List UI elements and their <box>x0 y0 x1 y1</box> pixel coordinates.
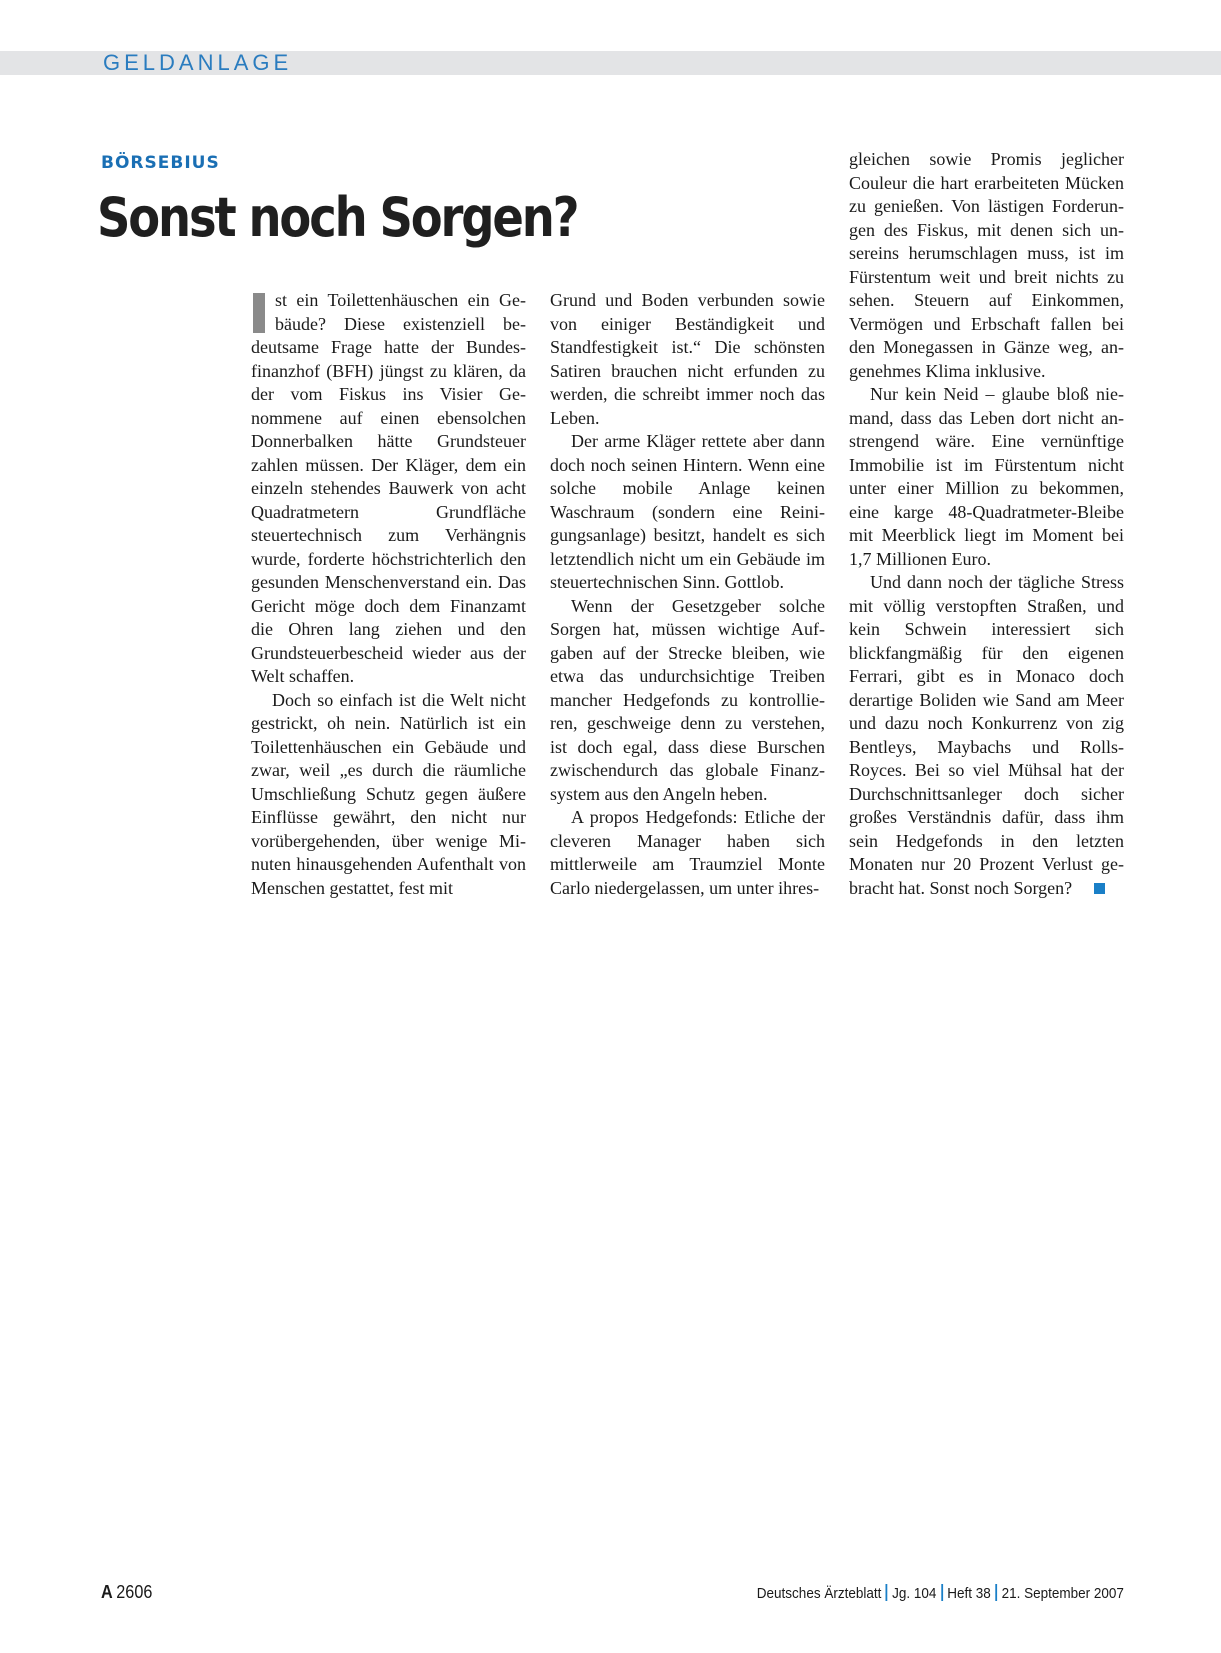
page-number <box>101 1582 152 1603</box>
footer-separator <box>941 1584 943 1601</box>
page-prefix: A <box>101 1582 113 1602</box>
drop-cap-bar <box>253 293 265 333</box>
section-label: GELDANLAGE <box>103 50 293 75</box>
paragraph: Nur kein Neid – glaube bloß niemand, dass das Leben dort nicht anstrengend wäre. Eine vernünftige Immobilie ist im Fürstentum nicht unter einer Million zu bekommen, eine karge 48-Quadratmeter-Bleibe mit Meerblick liegt im Moment bei 1,7 Millionen Euro. <box>849 384 1124 569</box>
article-title: Sonst noch Sorgen? <box>97 186 578 249</box>
paragraph-text: st ein Toilettenhäuschen ein Gebäude? Diese existenziell bedeutsame Frage hatte der Bundesfinanzhof (BFH) jüngst zu klären, da der vom Fiskus ins Visier Genommene auf einen ebensolchen Donnerbalken hätte Grundsteuer zahlen müssen. Der Kläger, dem ein einzeln stehendes Bauwerk von acht Quadratmetern Grundfläche steuertechnisch zum Verhängnis wurde, forderte höchstrichterlich den gesunden Menschenverstand ein. Das Gericht möge doch dem Finanzamt die Ohren lang ziehen und den Grundsteuerbescheid wieder aus der Welt schaffen. <box>251 290 526 686</box>
end-of-article-square-icon <box>1094 883 1105 894</box>
paragraph: Der arme Kläger rettete aber dann doch noch seinen Hintern. Wenn eine solche mobile Anlage keinen Waschraum (sondern eine Reinigungsanlage) besitzt, handelt es sich letztendlich nicht um ein Gebäude im steuertechnischen Sinn. Gottlob. <box>550 431 825 592</box>
journal-name: Deutsches Ärzteblatt <box>756 1585 882 1602</box>
article-column-2 <box>550 289 825 900</box>
paragraph: Doch so einfach ist die Welt nicht gestrickt, oh nein. Natürlich ist ein Toilettenhäuschen ein Gebäude und zwar, weil „es durch die räumliche Umschließung Schutz gegen äußere Einflüsse gewährt, den nicht nur vorübergehenden, über wenige Minuten hinausgehenden Aufenthalt von Menschen gestattet, fest mit <box>251 689 526 898</box>
page-number-value: 2606 <box>116 1582 153 1602</box>
paragraph: A propos Hedgefonds: Etliche der cleveren Manager haben sich mittlerweile am Traumziel Monte Carlo niedergelassen, um unter ihres- <box>550 807 825 898</box>
journal-date: 21. September 2007 <box>1001 1585 1124 1602</box>
footer-separator <box>995 1584 997 1601</box>
paragraph: Grund und Boden verbunden sowie von einiger Beständigkeit und Standfestigkeit ist.“ Die schönsten Satiren brauchen nicht erfunden zu werden, die schreibt immer noch das Leben. <box>550 290 825 428</box>
journal-footer <box>757 1584 1124 1602</box>
article-column-3 <box>849 148 1124 900</box>
paragraph <box>849 571 1124 900</box>
paragraph-text: Und dann noch der tägliche Stress mit völlig verstopften Straßen, und kein Schwein interessiert sich blickfangmäßig für den eigenen Ferrari, gibt es in Monaco doch derartige Boliden wie Sand am Meer und dazu noch Konkurrenz von zig Bentleys, Maybachs und Rolls-Royces. Bei so viel Mühsal hat der Durchschnittsanleger doch sicher großes Verständnis dafür, dass ihm sein Hedgefonds in den letzten Monaten nur 20 Prozent Verlust gebracht hat. Sonst noch Sorgen? <box>849 572 1124 898</box>
footer-separator <box>886 1584 888 1601</box>
article-column-1 <box>251 289 526 900</box>
journal-volume: Jg. 104 <box>892 1585 937 1602</box>
article-kicker: BÖRSEBIUS <box>101 153 220 173</box>
paragraph <box>251 289 526 689</box>
paragraph: gleichen sowie Promis jeglicher Couleur die hart erarbeiteten Mücken zu genießen. Von lästigen Forderungen des Fiskus, mit denen sich unsereins herumschlagen muss, ist im Fürstentum weit und breit nichts zu sehen. Steuern auf Einkommen, Vermögen und Erbschaft fallen bei den Monegassen in Gänze weg, angenehmes Klima inklusive. <box>849 149 1124 381</box>
paragraph: Wenn der Gesetzgeber solche Sorgen hat, müssen wichtige Aufgaben auf der Strecke bleiben, wie etwa das undurchsichtige Treiben mancher Hedgefonds zu kontrollieren, geschweige denn zu verstehen, ist doch egal, dass diese Burschen zwischendurch das globale Finanzsystem aus den Angeln heben. <box>550 595 825 804</box>
journal-issue: Heft 38 <box>947 1585 991 1602</box>
